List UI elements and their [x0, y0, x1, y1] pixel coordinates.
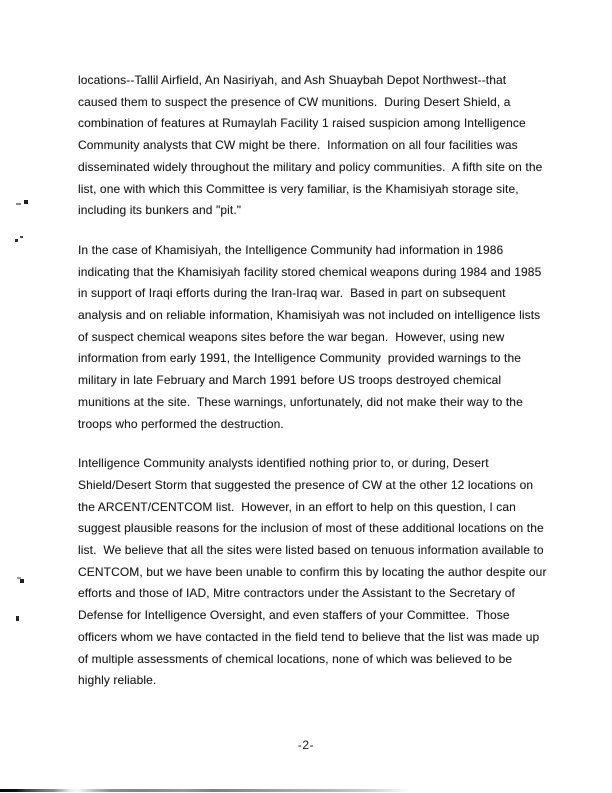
- text-line: military in late February and March 1991 before US troops destroyed chemical: [78, 373, 502, 388]
- text-line: the ARCENT/CENTCOM list. However, in an effort to help on this question, I can: [78, 499, 516, 514]
- scan-speck: [20, 236, 23, 238]
- scan-speck: [15, 239, 18, 242]
- scan-speck: [20, 579, 24, 583]
- text-line: In the case of Khamisiyah, the Intelligence Community had information in 1986: [78, 242, 504, 257]
- text-line: CENTCOM, but we have been unable to confirm this by locating the author despite our: [78, 564, 547, 579]
- text-line: list. We believe that all the sites were listed based on tenuous information available to: [78, 543, 544, 558]
- text-line: combination of features at Rumaylah Facility 1 raised suspicion among Intelligence: [78, 116, 526, 131]
- text-line: highly reliable.: [78, 673, 157, 688]
- text-line: disseminated widely throughout the military and policy communities. A fifth site on the: [78, 159, 543, 174]
- text-line: suggest plausible reasons for the inclusion of most of these additional locations on the: [78, 521, 544, 536]
- text-line: locations--Tallil Airfield, An Nasiriyah, and Ash Shuaybah Depot Northwest--that: [78, 73, 507, 87]
- text-line: list, one with which this Committee is very familiar, is the Khamisiyah storage site,: [78, 181, 519, 196]
- text-line: Defense for Intelligence Oversight, and even staffers of your Committee. Those: [78, 608, 510, 623]
- scan-speck: [16, 616, 19, 621]
- scan-speck: [16, 203, 21, 205]
- text-line: of suspect chemical weapons sites before the war began. However, using new: [78, 329, 505, 344]
- text-line: in support of Iraqi efforts during the Iran-Iraq war. Based in part on subsequent: [78, 286, 506, 301]
- scanner-edge-streak: [0, 789, 410, 792]
- text-line: officers whom we have contacted in the field tend to believe that the list was made up: [78, 629, 540, 644]
- body-text: [78, 70, 578, 710]
- text-line: caused them to suspect the presence of CW munitions. During Desert Shield, a: [78, 94, 511, 109]
- text-line: including its bunkers and "pit.": [78, 203, 242, 218]
- paragraph-3: [78, 453, 578, 692]
- text-line: munitions at the site. These warnings, unfortunately, did not make their way to the: [78, 394, 523, 409]
- text-line: indicating that the Khamisiyah facility stored chemical weapons during 1984 and 1985: [78, 264, 542, 279]
- page-number: -2-: [297, 738, 315, 752]
- paragraph-2: [78, 240, 578, 435]
- paragraph-1: [78, 70, 578, 222]
- text-line: Shield/Desert Storm that suggested the presence of CW at the other 12 locations on: [78, 477, 534, 492]
- text-line: analysis and on reliable information, Khamisiyah was not included on intelligence lists: [78, 308, 541, 323]
- scan-speck: [24, 200, 28, 204]
- text-line: Intelligence Community analysts identified nothing prior to, or during, Desert: [78, 456, 489, 471]
- text-line: troops who performed the destruction.: [78, 416, 284, 431]
- text-line: efforts and those of IAD, Mitre contractors under the Assistant to the Secretary of: [78, 586, 515, 601]
- text-line: Community analysts that CW might be there. Information on all four facilities was: [78, 138, 518, 153]
- text-line: information from early 1991, the Intelligence Community provided warnings to the: [78, 351, 521, 366]
- text-line: of multiple assessments of chemical locations, none of which was believed to be: [78, 651, 513, 666]
